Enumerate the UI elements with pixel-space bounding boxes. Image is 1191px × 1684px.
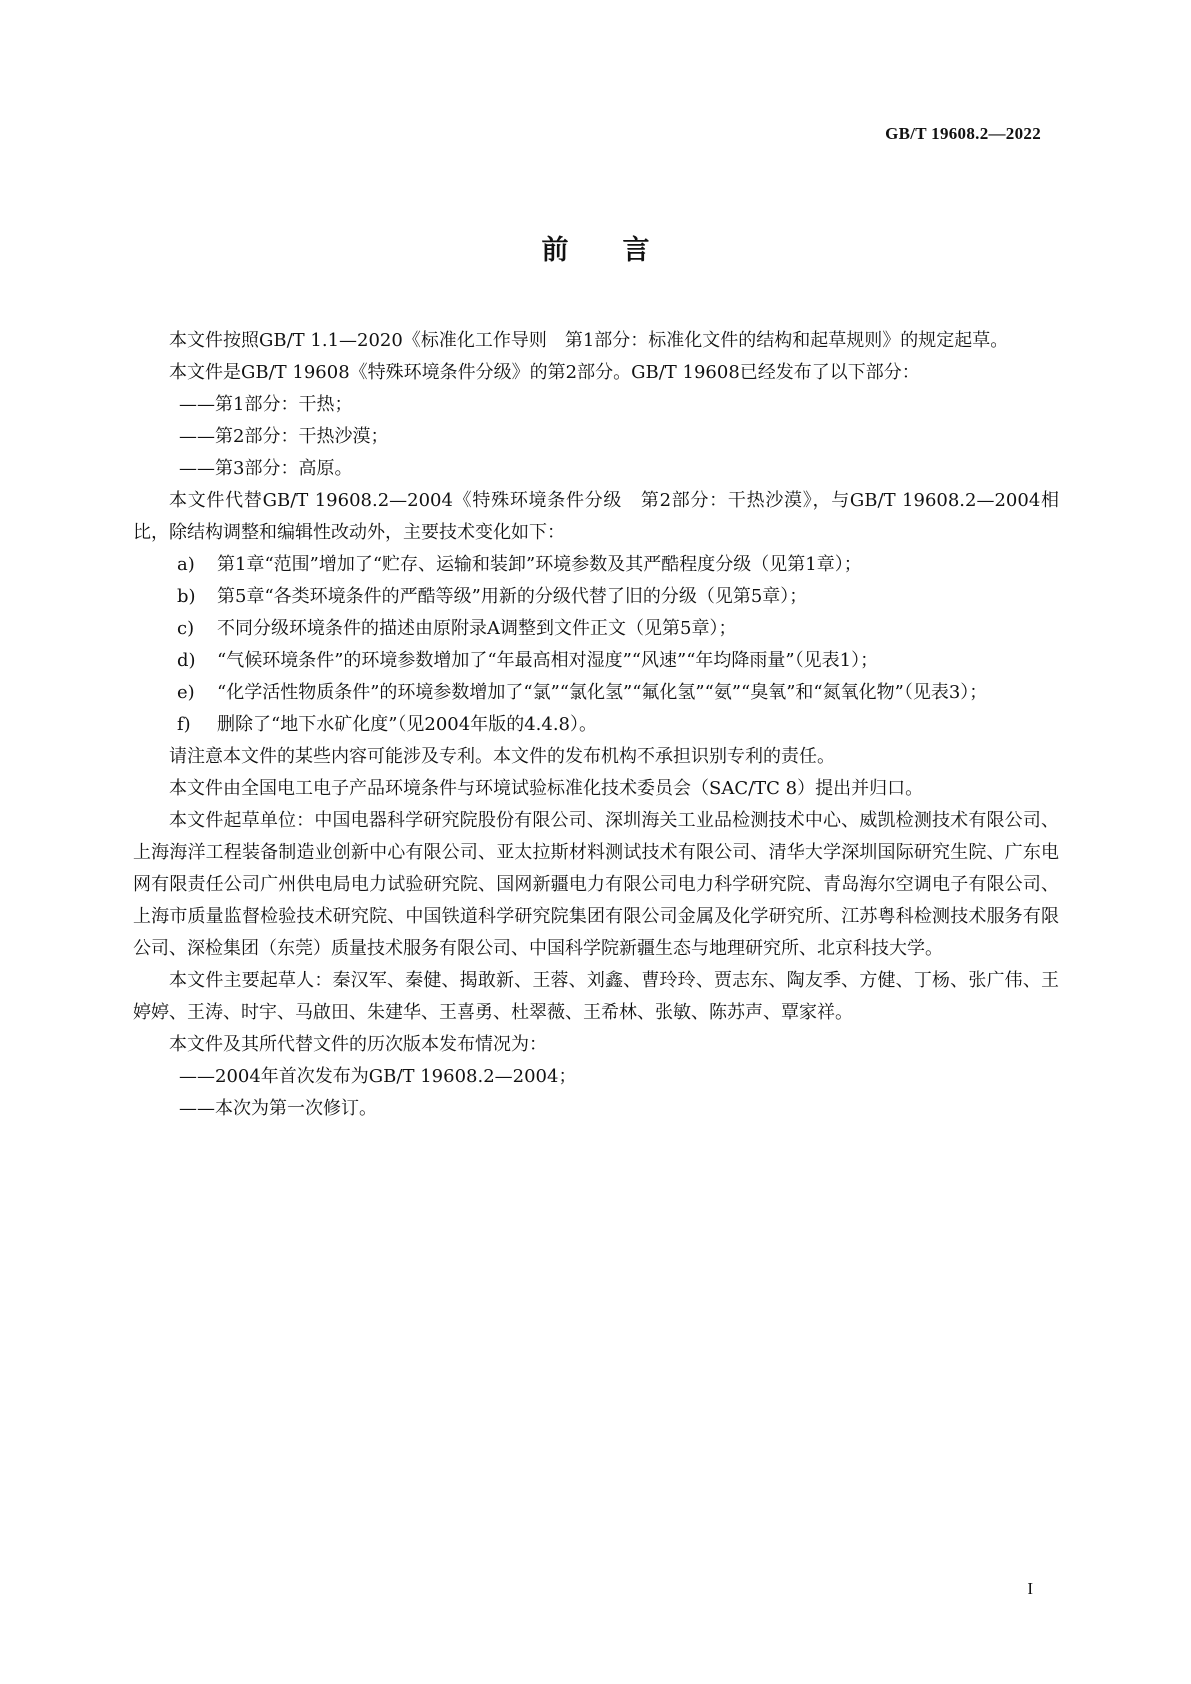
change-label: b): [177, 586, 196, 607]
change-label: d): [177, 650, 196, 671]
change-text: 不同分级环境条件的描述由原附录A调整到文件正文（见第5章）；: [217, 618, 737, 639]
change-item: [133, 709, 1059, 741]
paragraph-history: 本文件及其所代替文件的历次版本发布情况为：: [169, 1034, 547, 1055]
foreword-body: [133, 325, 1059, 1125]
change-label: f): [177, 714, 191, 735]
change-label: c): [177, 618, 195, 639]
change-text: “气候环境条件”的环境参数增加了“年最高相对湿度”“风速”“年均降雨量”（见表1）；: [217, 650, 879, 671]
change-item: [133, 677, 1059, 709]
paragraph-replacement: 本文件代替GB/T 19608.2—2004《特殊环境条件分级 第2部分：干热沙漠》，与GB/T 19608.2—2004相比，除结构调整和编辑性改动外，主要技术变化如下：: [133, 490, 1059, 543]
change-text: 删除了“地下水矿化度”（见2004年版的4.4.8）。: [217, 714, 598, 735]
paragraph-drafting-units: 本文件起草单位：中国电器科学研究院股份有限公司、深圳海关工业品检测技术中心、威凯检测技术有限公司、上海海洋工程装备制造业创新中心有限公司、亚太拉斯材料测试技术有限公司、清华大学深圳国际研究生院、广东电网有限责任公司广州供电局电力试验研究院、国网新疆电力有限公司电力科学研究院、青岛海尔空调电子有限公司、上海市质量监督检验技术研究院、中国铁道科学研究院集团有限公司金属及化学研究所、江苏粤科检测技术服务有限公司、深检集团（东莞）质量技术服务有限公司、中国科学院新疆生态与地理研究所、北京科技大学。: [133, 810, 1059, 959]
page-number: I: [1027, 1579, 1033, 1598]
change-text: 第5章“各类环境条件的严酷等级”用新的分级代替了旧的分级（见第5章）；: [217, 586, 808, 607]
change-item: [133, 645, 1059, 677]
dash-item: ——第2部分：干热沙漠；: [179, 426, 389, 447]
change-item: [133, 549, 1059, 581]
change-text: “化学活性物质条件”的环境参数增加了“氯”“氯化氢”“氟化氢”“氨”“臭氧”和“氮氧化物”（见表3）；: [217, 682, 988, 703]
document-code: GB/T 19608.2—2022: [885, 124, 1041, 143]
dash-item: ——第1部分：干热；: [179, 394, 353, 415]
paragraph-drafting-rule: 本文件按照GB/T 1.1—2020《标准化工作导则 第1部分：标准化文件的结构和起草规则》的规定起草。: [169, 330, 1009, 351]
dash-item: ——2004年首次发布为GB/T 19608.2—2004；: [179, 1066, 577, 1087]
page-title: 前 言: [541, 235, 650, 266]
change-item: [133, 613, 1059, 645]
change-text: 第1章“范围”增加了“贮存、运输和装卸”环境参数及其严酷程度分级（见第1章）；: [217, 554, 862, 575]
dash-item: ——本次为第一次修订。: [179, 1098, 377, 1119]
change-label: e): [177, 682, 195, 703]
paragraph-drafters: 本文件主要起草人：秦汉军、秦健、揭敢新、王蓉、刘鑫、曹玲玲、贾志东、陶友季、方健、丁杨、张广伟、王婷婷、王涛、时宇、马啟田、朱建华、王喜勇、杜翠薇、王希林、张敏、陈苏声、覃家祥。: [133, 970, 1059, 1023]
paragraph-patent-notice: 请注意本文件的某些内容可能涉及专利。本文件的发布机构不承担识别专利的责任。: [169, 746, 835, 767]
change-item: [133, 581, 1059, 613]
paragraph-series-info: 本文件是GB/T 19608《特殊环境条件分级》的第2部分。GB/T 19608已经发布了以下部分：: [169, 362, 920, 383]
paragraph-committee: 本文件由全国电工电子产品环境条件与环境试验标准化技术委员会（SAC/TC 8）提出并归口。: [169, 778, 924, 799]
change-label: a): [177, 554, 195, 575]
dash-item: ——第3部分：高原。: [179, 458, 353, 479]
